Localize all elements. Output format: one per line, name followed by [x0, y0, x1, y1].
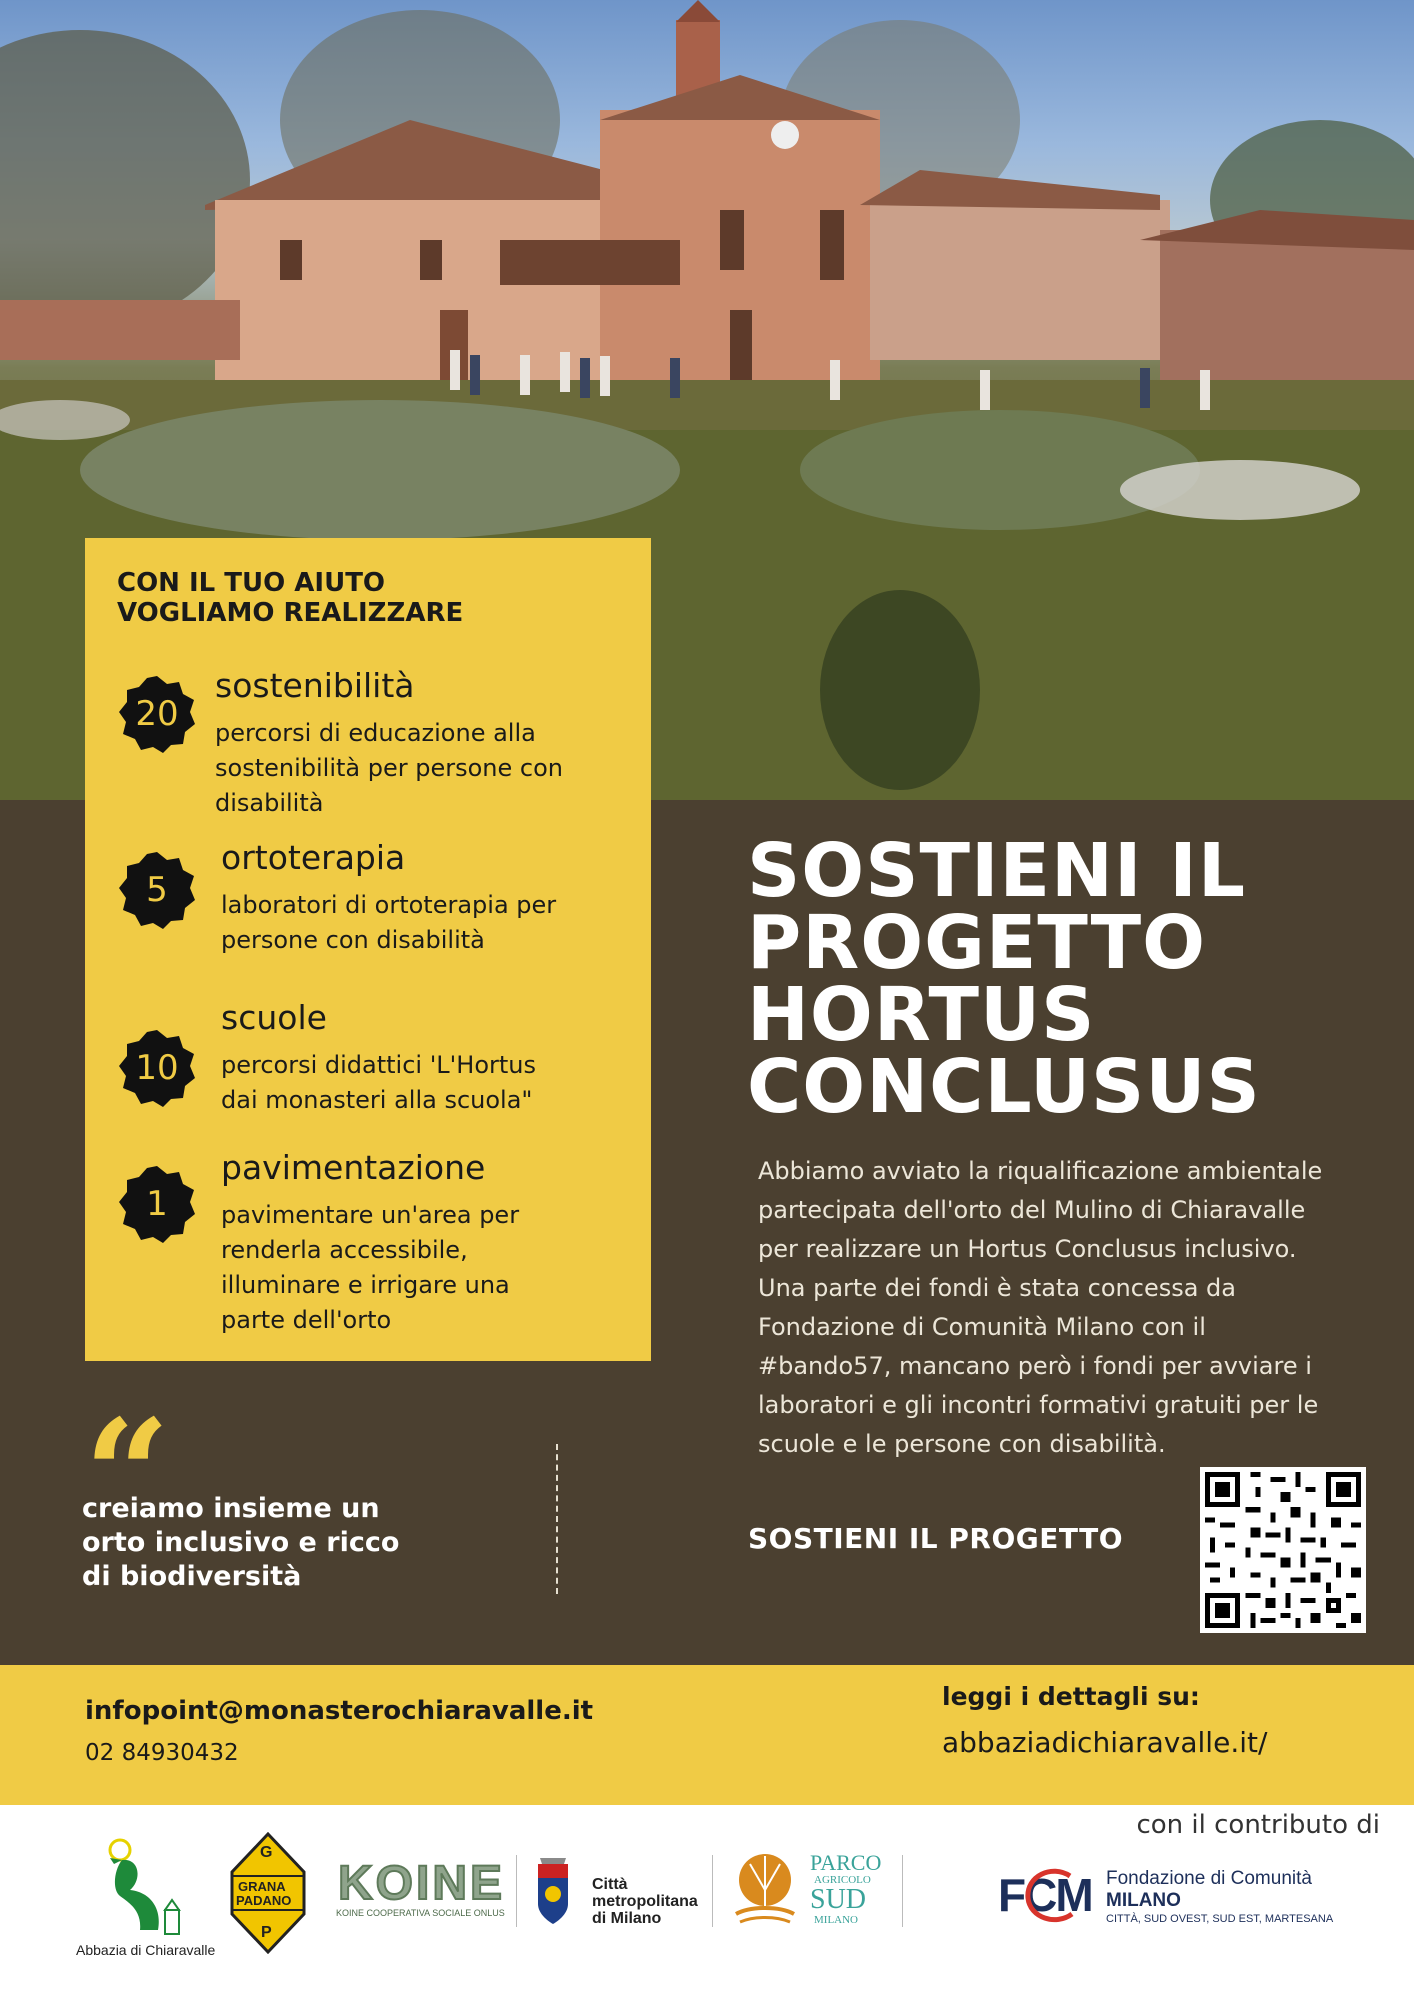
goal-heading: sostenibilità: [215, 666, 415, 705]
website-link[interactable]: abbaziadichiaravalle.it/: [942, 1726, 1268, 1759]
goals-card: [85, 538, 651, 1361]
abbazia-logo: Abbazia di Chiaravalle: [70, 1830, 230, 1965]
koine-logo: KOINE KOINE COOPERATIVA SOCIALE ONLUS: [336, 1857, 506, 1918]
goal-heading: ortoterapia: [221, 838, 406, 877]
goal-description: percorsi di educazione alla sostenibilità per persone con disabilità: [215, 719, 563, 817]
coat-of-arms-icon: [530, 1854, 576, 1930]
phone-number[interactable]: 02 84930432: [85, 1740, 239, 1766]
goal-description: percorsi didattici 'L'Hortus dai monasteri alla scuola": [221, 1051, 536, 1114]
parco-sud-logo: PARCO AGRICOLO SUD MILANO: [730, 1850, 910, 1930]
email-link[interactable]: infopoint@monasterochiaravalle.it: [85, 1696, 594, 1726]
logo-separator: [902, 1855, 903, 1927]
qr-code-icon: [1200, 1467, 1366, 1633]
quote-text: creiamo insieme un orto inclusivo e ricco di biodiversità: [82, 1493, 400, 1592]
qr-code[interactable]: [1200, 1467, 1366, 1633]
logo-separator: [516, 1855, 517, 1927]
grana-padano-logo: G GRANA PADANO P: [230, 1832, 306, 1954]
contribution-label: con il contributo di: [1136, 1810, 1380, 1840]
goal-description: laboratori di ortoterapia per persone con disabilità: [221, 891, 557, 954]
project-description: Abbiamo avviato la riqualificazione ambientale partecipata dell'orto del Mulino di Chiaravalle per realizzare un Hortus Conclusus inclusivo. Una parte dei fondi è stata concessa da Fondazione di Comunità Milano con il #bando57, mancano però i fondi per avviare i laboratori e gli incontri formativi gratuiti per le scuole e le persone con disabilità.: [758, 1157, 1323, 1458]
number-badge: 10: [117, 1028, 197, 1108]
fcm-arc-icon: [1022, 1866, 1082, 1926]
logo-separator: [712, 1855, 713, 1927]
goal-description: pavimentare un'area per renderla accessibile, illuminare e irrigare una parte dell'orto: [221, 1201, 520, 1334]
heron-icon: [70, 1830, 230, 1940]
support-project-link[interactable]: SOSTIENI IL PROGETTO: [748, 1522, 1124, 1555]
dashed-divider: [556, 1444, 558, 1594]
details-label: leggi i dettagli su:: [942, 1682, 1200, 1711]
parco-tree-icon: [730, 1850, 800, 1926]
number-badge: 5: [117, 850, 197, 930]
number-badge: 20: [117, 674, 197, 754]
goal-heading: scuole: [221, 998, 327, 1037]
main-headline: SOSTIENI IL PROGETTO HORTUS CONCLUSUS: [747, 828, 1261, 1130]
fondazione-comunita-milano-logo: FCM Fondazione di Comunità MILANO CITTÀ, SUD OVEST, SUD EST, MARTESANA: [998, 1868, 1334, 1925]
goal-heading: pavimentazione: [221, 1148, 486, 1187]
card-title: CON IL TUO AIUTO VOGLIAMO REALIZZARE: [117, 568, 464, 628]
citta-metropolitana-logo: Città metropolitana di Milano: [530, 1854, 710, 1934]
number-badge: 1: [117, 1164, 197, 1244]
quote-icon: “: [84, 1387, 171, 1563]
